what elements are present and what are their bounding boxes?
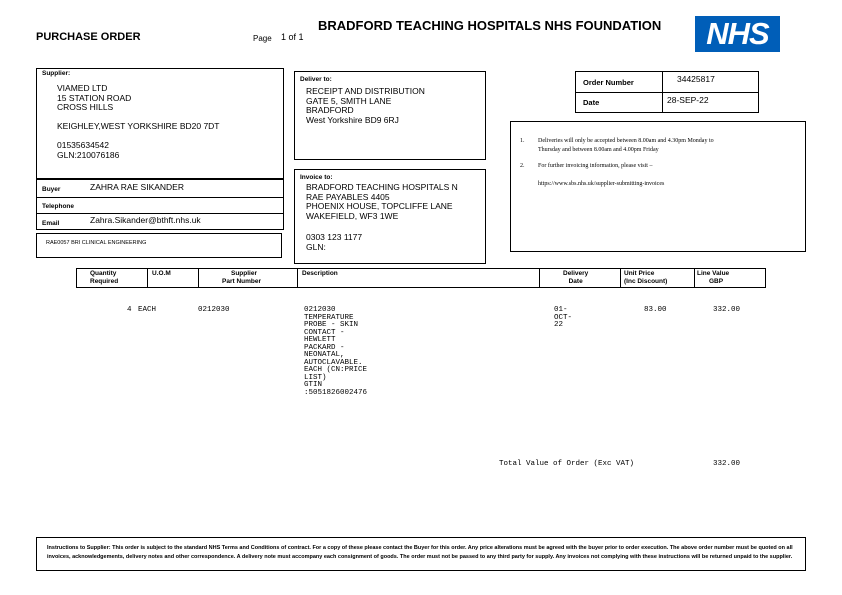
deliver-to-address xyxy=(306,87,425,125)
supplier-line: CROSS HILLS xyxy=(57,102,114,112)
item-part-number: 0212030 xyxy=(198,306,230,314)
item-line-value: 332.00 xyxy=(713,306,741,314)
invoice-to-box xyxy=(294,169,486,264)
col-header-quantity: Quantity Required xyxy=(90,270,119,285)
invoice-gln: GLN: xyxy=(306,241,326,252)
invoice-to-label: Invoice to: xyxy=(300,174,333,181)
buyer-box xyxy=(36,179,284,230)
invoice-line: BRADFORD TEACHING HOSPITALS N xyxy=(306,182,458,192)
item-unit-price: 83.00 xyxy=(644,306,667,314)
invoice-line: WAKEFIELD, WF3 1WE xyxy=(306,210,399,221)
deliver-line: RECEIPT AND DISTRIBUTION xyxy=(306,86,425,96)
order-info-box xyxy=(575,71,759,113)
deliver-to-label: Deliver to: xyxy=(300,76,332,83)
deliver-line: West Yorkshire BD9 6RJ xyxy=(306,114,399,125)
invoice-line: PHOENIX HOUSE, TOPCLIFFE LANE xyxy=(306,201,453,211)
supplier-address xyxy=(57,84,220,160)
supplier-line: 15 STATION ROAD xyxy=(57,92,132,103)
department-box xyxy=(36,233,282,258)
table-header xyxy=(76,268,766,288)
note-invoicing-url[interactable]: https://www.sbs.nhs.uk/supplier-submitting-invoices xyxy=(538,181,665,187)
order-date-value: 28-SEP-22 xyxy=(667,95,709,105)
col-header-line-value: Line Value GBP xyxy=(697,270,730,285)
supplier-gln: GLN:210076186 xyxy=(57,149,120,160)
order-number-label: Order Number xyxy=(583,78,634,87)
item-description: 0212030 TEMPERATURE PROBE - SKIN CONTACT - HEWLETT PACKARD - NEONATAL, AUTOCLAVABLE. EACH (CN:PRICE LIST) GTIN :5051826002476 xyxy=(304,306,368,397)
supplier-line: KEIGHLEY,WEST YORKSHIRE BD20 7DT xyxy=(57,121,220,131)
order-number-value: 34425817 xyxy=(677,74,715,84)
buyer-label: Buyer xyxy=(42,186,61,193)
item-delivery-date: 01-OCT-22 xyxy=(554,306,573,329)
note-delivery-line1: Deliveries will only be accepted between 8.00am and 4.30pm Monday to xyxy=(538,138,714,144)
email-label: Email xyxy=(42,220,60,227)
notes-box xyxy=(510,121,806,252)
supplier-phone: 01535634542 xyxy=(57,140,110,150)
col-header-part-number: Supplier Part Number xyxy=(222,270,262,285)
supplier-label: Supplier: xyxy=(42,70,71,77)
supplier-line: VIAMED LTD xyxy=(57,83,108,93)
buyer-name: ZAHRA RAE SIKANDER xyxy=(90,182,184,192)
total-value: 332.00 xyxy=(713,460,741,468)
item-quantity: 4 xyxy=(127,306,132,314)
col-header-delivery-date: Delivery Date xyxy=(563,270,589,285)
invoice-phone: 0303 123 1177 xyxy=(306,232,363,242)
note-number: 1. xyxy=(520,138,525,144)
page-label: Page xyxy=(253,34,272,43)
instructions-box xyxy=(36,537,806,571)
deliver-line: BRADFORD xyxy=(306,105,354,115)
deliver-to-box xyxy=(294,71,486,160)
item-uom: EACH xyxy=(138,306,157,314)
note-invoicing-line1: For further invoicing information, please visit – xyxy=(538,163,653,169)
supplier-box xyxy=(36,68,284,179)
document-title: PURCHASE ORDER xyxy=(36,31,141,43)
department-code: RAE0057 BRI CLINICAL ENGINEERING xyxy=(46,240,147,246)
note-delivery-line2: Thursday and between 8.00am and 4.00pm Friday xyxy=(538,147,659,153)
order-date-label: Date xyxy=(583,98,600,107)
nhs-logo: NHS xyxy=(695,16,780,52)
page-number: 1 of 1 xyxy=(281,32,304,42)
col-header-unit-price: Unit Price (Inc Discount) xyxy=(624,270,668,285)
organisation-name: BRADFORD TEACHING HOSPITALS NHS FOUNDATION xyxy=(318,18,662,33)
invoice-line: RAE PAYABLES 4405 xyxy=(306,191,390,202)
note-number: 2. xyxy=(520,163,525,169)
total-label: Total Value of Order (Exc VAT) xyxy=(499,460,635,468)
instructions-text: Instructions to Supplier: This order is subject to the standard NHS Terms and Conditions of contract. For a copy of these please contact the Buyer for this order. Any price alterations must be agreed with the buyer prior to order execution. The above order number must be quoted on all invoices, acknowledgements, delivery notes and other correspondence. A delivery note must accompany each consignment of goods. The order must not be passed to any third party for supply. Any invoices not complying with these instructions will be returned unpaid to the supplier. xyxy=(47,545,793,560)
deliver-line: GATE 5, SMITH LANE xyxy=(306,95,392,106)
email-value: Zahra.Sikander@bthft.nhs.uk xyxy=(90,215,201,225)
telephone-label: Telephone xyxy=(42,203,75,210)
col-header-description: Description xyxy=(302,270,338,277)
col-header-uom: U.O.M xyxy=(152,270,171,277)
invoice-to-address xyxy=(306,183,458,252)
